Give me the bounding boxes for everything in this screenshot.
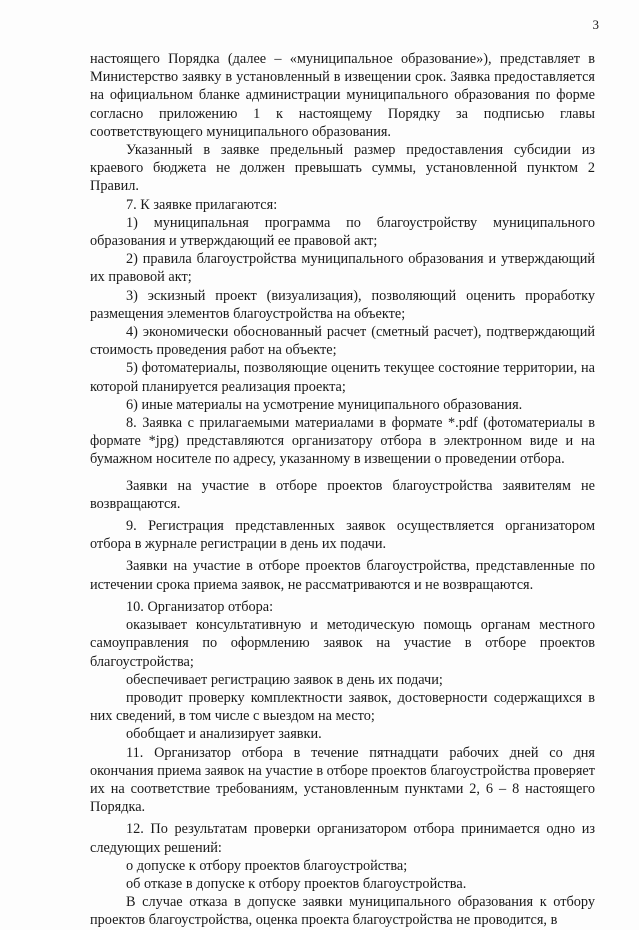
- list-item: об отказе в допуске к отбору проектов благоустройства.: [126, 875, 467, 892]
- list-item: обеспечивает регистрацию заявок в день их подачи;: [126, 671, 443, 688]
- list-item: 4) экономически обоснованный расчет (сметный расчет), подтверждающий стоимость проведения работ на объекте;: [90, 324, 595, 359]
- paragraph: Указанный в заявке предельный размер предоставления субсидии из краевого бюджета не должен превышать суммы, установленной пунктом 2 Правил.: [90, 142, 595, 195]
- list-item: 5) фотоматериалы, позволяющие оценить текущее состояние территории, на которой планируется реализация проекта;: [90, 360, 595, 395]
- list-item: о допуске к отбору проектов благоустройства;: [126, 857, 408, 874]
- paragraph: 9. Регистрация представленных заявок осуществляется организатором отбора в журнале регистрации в день их подачи.: [90, 518, 595, 553]
- list-item: 3) эскизный проект (визуализация), позволяющий оценить проработку размещения элементов благоустройства на объекте;: [90, 287, 595, 322]
- list-item: оказывает консультативную и методическую помощь органам местного самоуправления по оформлению заявок на участие в отборе проектов благоустройства;: [90, 617, 595, 670]
- page-number: 3: [592, 17, 599, 32]
- list-item: 1) муниципальная программа по благоустройству муниципального образования и утверждающий ее правовой акт;: [90, 214, 595, 250]
- list-item: 2) правила благоустройства муниципального образования и утверждающий их правовой акт;: [90, 251, 595, 286]
- paragraph: настоящего Порядка (далее – «муниципальное образование»), представляет в Министерство заявку в установленный в извещении срок. Заявка предоставляется на официальном бланке администрации муниципального образования по форме согласно приложению 1 к настоящему Порядку за подписью главы соответствующего муниципального образования.: [90, 51, 595, 140]
- paragraph: 8. Заявка с прилагаемыми материалами в формате *.pdf (фотоматериалы в формате *jpg) представляются организатору отбора в электронном виде и на бумажном носителе по адресу, указанному в извещении о проведении отбора.: [90, 415, 595, 468]
- paragraph: 11. Организатор отбора в течение пятнадцати рабочих дней со дня окончания приема заявок на участие в отборе проектов благоустройства проверяет их на соответствие требованиям, установленным пунктами 2, 6 – 8 настоящего Порядка.: [90, 744, 595, 816]
- section-heading: 7. К заявке прилагаются:: [126, 196, 278, 213]
- paragraph: Заявки на участие в отборе проектов благоустройства, представленные по истечении срока приема заявок, не рассматриваются и не возвращаются.: [90, 558, 595, 593]
- paragraph: Заявки на участие в отборе проектов благоустройства заявителям не возвращаются.: [90, 477, 595, 512]
- paragraph: В случае отказа в допуске заявки муниципального образования к отбору проектов благоустройства, оценка проекта благоустройства не проводится, в: [90, 894, 595, 929]
- document-body: [90, 50, 595, 930]
- paragraph: 12. По результатам проверки организатором отбора принимается одно из следующих решений:: [90, 821, 595, 856]
- list-item: обобщает и анализирует заявки.: [126, 726, 322, 743]
- list-item: проводит проверку комплектности заявок, достоверности содержащихся в них сведений, в том числе с выездом на место;: [90, 689, 595, 725]
- list-item: 6) иные материалы на усмотрение муниципального образования.: [126, 396, 523, 413]
- section-heading: 10. Организатор отбора:: [126, 598, 274, 615]
